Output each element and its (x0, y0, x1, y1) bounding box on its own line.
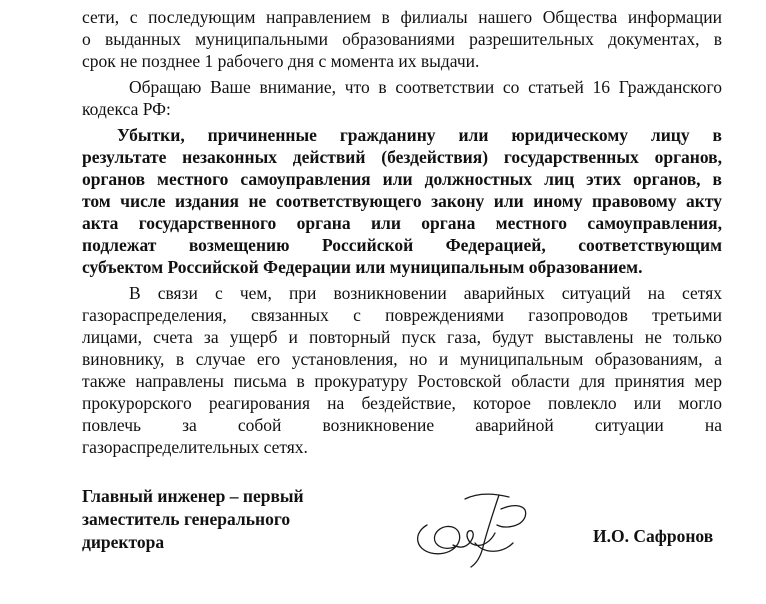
position-line: Главный инженер – первый (82, 486, 304, 506)
text-line: виновнику, в случае его установления, но и муниципальным образованиям, а (82, 349, 722, 369)
text-line: В связи с чем, при возникновении аварийных ситуаций на сетях (129, 283, 722, 303)
text-line: о выданных муниципальными образованиями разрешительных документах, в (82, 29, 722, 49)
text-line: газораспределительных сетях. (82, 437, 308, 457)
quote-line: том числе издания не соответствующего закону или иному правовому акту (82, 191, 722, 211)
text-line: срок не позднее 1 рабочего дня с момента их выдачи. (82, 51, 480, 71)
quote-line: Убытки, причиненные гражданину или юридическому лицу в (117, 125, 722, 145)
text-line: прокурорского реагирования на бездействие, которое повлекло или могло (82, 393, 722, 413)
text-line: также направлены письма в прокуратуру Ростовской области для принятия мер (82, 371, 722, 391)
text-line: Обращаю Ваше внимание, что в соответствии со статьей 16 Гражданского (129, 77, 722, 97)
quote-line: субъектом Российской Федерации или муниципальным образованием. (82, 257, 643, 277)
text-line: сети, с последующим направлением в филиалы нашего Общества информации (82, 7, 722, 27)
quote-line: подлежат возмещению Российской Федерацией, соответствующим (82, 235, 722, 255)
quote-line: органов местного самоуправления или должностных лиц этих органов, в (82, 169, 722, 189)
text-line: газораспределения, связанных с повреждениями газопроводов третьими (82, 305, 722, 325)
handwritten-signature (405, 485, 545, 570)
quote-line: акта государственного органа или органа местного самоуправления, (82, 213, 722, 233)
text-line: лицами, счета за ущерб и повторный пуск газа, будут выставлены не только (82, 327, 722, 347)
text-line: кодекса РФ: (82, 99, 171, 119)
quote-line: результате незаконных действий (бездействия) государственных органов, (82, 147, 722, 167)
signer-name: И.О. Сафронов (593, 526, 714, 546)
position-line: заместитель генерального (82, 509, 291, 529)
position-line: директора (82, 532, 165, 552)
text-line: повлечь за собой возникновение аварийной ситуации на (82, 415, 722, 435)
